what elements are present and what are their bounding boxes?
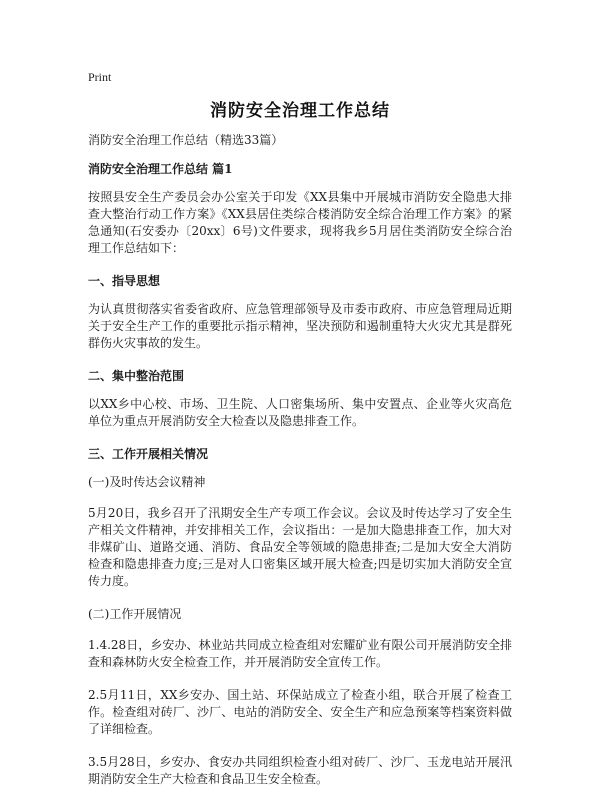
subsection-heading-progress: (二)工作开展情况	[88, 607, 182, 621]
list-item: 2.5月11日，XX乡安办、国土站、环保站成立了检查小组，联合开展了检查工作。检查组对砖厂、沙厂、电站的消防安全、安全生产和应急预案等档案资料做了详细检查。	[88, 688, 512, 736]
intro-paragraph: 按照县安全生产委员会办公室关于印发《XX县集中开展城市消防安全隐患大排查大整治行动工作方案》《XX县居住类综合楼消防安全综合治理工作方案》的紧急通知(石安委办〔20xx〕6号)文件要求，现将我乡5月居住类消防安全综合治理工作总结如下：	[88, 190, 512, 255]
section-text-guiding-ideology: 为认真贯彻落实省委省政府、应急管理部领导及市委市政府、市应急管理局近期关于安全生产工作的重要批示指示精神，坚决预防和遏制重特大火灾尤其是群死群伤火灾事故的发生。	[88, 302, 512, 350]
list-item: 3.5月28日，乡安办、食安办共同组织检查小组对砖厂、沙厂、玉龙电站开展汛期消防安全生产大检查和食品卫生安全检查。	[88, 755, 512, 786]
section-text-scope: 以XX乡中心校、市场、卫生院、人口密集场所、集中安置点、企业等火灾高危单位为重点开展消防安全大检查以及隐患排查工作。	[88, 397, 512, 428]
document-subtitle: 消防安全治理工作总结（精选33篇）	[88, 133, 284, 147]
print-link[interactable]: Print	[88, 70, 112, 84]
section-heading-work-status: 三、工作开展相关情况	[88, 447, 209, 461]
subsection-text-meeting: 5月20日，我乡召开了汛期安全生产专项工作会议。会议及时传达学习了安全生产相关文件精神，并安排相关工作，会议指出：一是加大隐患排查工作，加大对非煤矿山、道路交通、消防、食品安全等领域的隐患排查;二是加大安全大消防检查和隐患排查力度;三是对人口密集区域开展大检查;四是切实加大消防安全宣传力度。	[88, 506, 512, 588]
section-heading-scope: 二、集中整治范围	[88, 369, 185, 383]
subsection-heading-meeting: (一)及时传达会议精神	[88, 475, 206, 489]
page-title: 消防安全治理工作总结	[210, 101, 390, 121]
section-heading-guiding-ideology: 一、指导思想	[88, 274, 161, 288]
article-title: 消防安全治理工作总结 篇1	[88, 162, 233, 176]
list-item: 1.4.28日，乡安办、林业站共同成立检查组对宏耀矿业有限公司开展消防安全排查和森林防火安全检查工作，并开展消防安全宣传工作。	[88, 638, 512, 669]
document-body	[88, 132, 512, 804]
